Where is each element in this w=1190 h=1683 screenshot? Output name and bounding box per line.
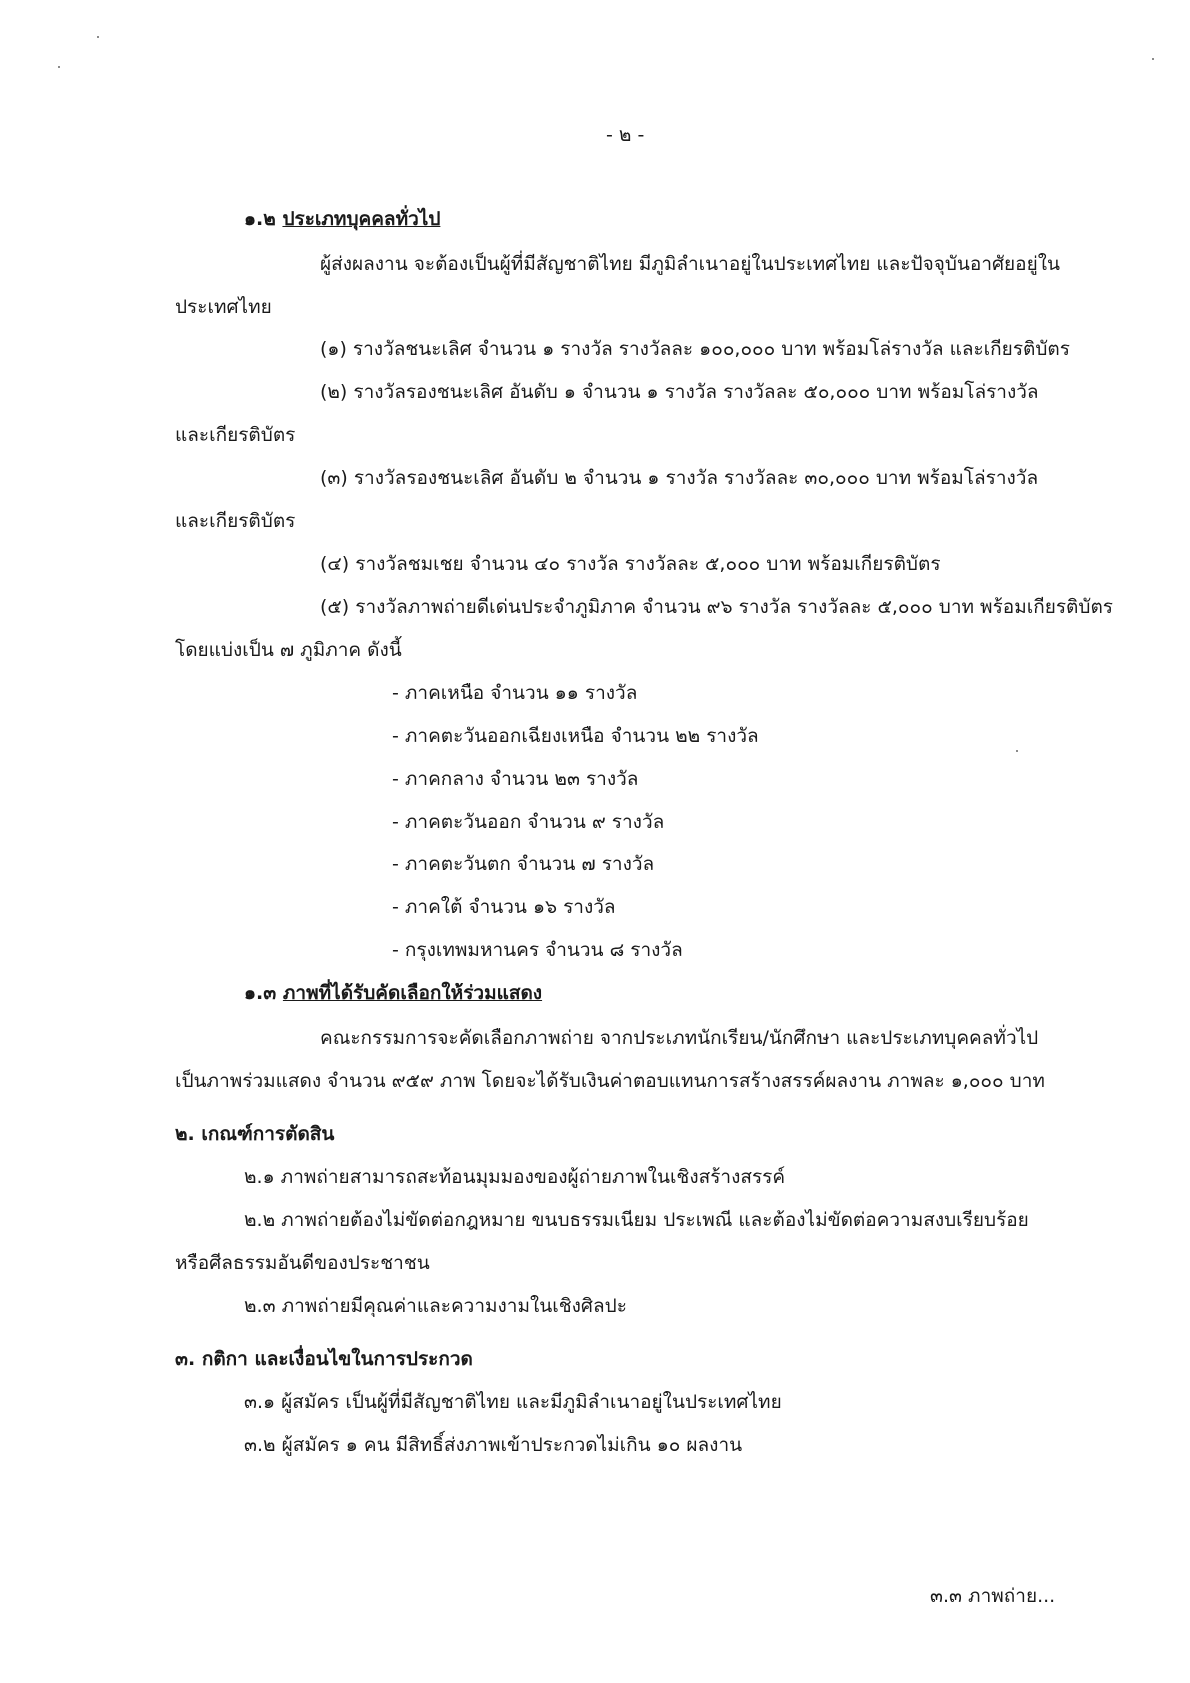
region-item: - ภาคกลาง จำนวน ๒๓ รางวัล (392, 768, 639, 790)
section-1-2-title: ประเภทบุคคลทั่วไป (282, 208, 441, 230)
prize-item-continued: โดยแบ่งเป็น ๗ ภูมิภาค ดังนี้ (175, 639, 402, 661)
region-item: - ภาคใต้ จำนวน ๑๖ รางวัล (392, 896, 616, 918)
section-1-3-title: ภาพที่ได้รับคัดเลือกให้ร่วมแสดง (282, 982, 543, 1004)
section-2-heading: ๒. เกณฑ์การตัดสิน (175, 1123, 335, 1145)
page-number: - ๒ - (606, 124, 645, 146)
region-item: - ภาคตะวันออก จำนวน ๙ รางวัล (392, 811, 665, 833)
criteria-item: ๒.๑ ภาพถ่ายสามารถสะท้อนมุมมองของผู้ถ่ายภาพในเชิงสร้างสรรค์ (244, 1166, 786, 1188)
scan-speck (58, 66, 60, 68)
prize-item: (๑) รางวัลชนะเลิศ จำนวน ๑ รางวัล รางวัลละ ๑๐๐,๐๐๐ บาท พร้อมโล่รางวัล และเกียรติบัตร (320, 338, 1070, 360)
paragraph-line: ประเทศไทย (175, 296, 272, 318)
scan-speck (1016, 750, 1018, 752)
section-1-3-heading (244, 981, 542, 1005)
prize-item: (๒) รางวัลรองชนะเลิศ อันดับ ๑ จำนวน ๑ รางวัล รางวัลละ ๕๐,๐๐๐ บาท พร้อมโล่รางวัล (320, 381, 1039, 403)
paragraph-line: เป็นภาพร่วมแสดง จำนวน ๙๕๙ ภาพ โดยจะได้รับเงินค่าตอบแทนการสร้างสรรค์ผลงาน ภาพละ ๑,๐๐๐ บาท (175, 1070, 1045, 1092)
criteria-item: ๒.๓ ภาพถ่ายมีคุณค่าและความงามในเชิงศิลปะ (244, 1295, 627, 1317)
criteria-item-continued: หรือศีลธรรมอันดีของประชาชน (175, 1252, 430, 1274)
prize-item: (๓) รางวัลรองชนะเลิศ อันดับ ๒ จำนวน ๑ รางวัล รางวัลละ ๓๐,๐๐๐ บาท พร้อมโล่รางวัล (320, 467, 1039, 489)
prize-item: (๔) รางวัลชมเชย จำนวน ๔๐ รางวัล รางวัลละ ๕,๐๐๐ บาท พร้อมเกียรติบัตร (320, 553, 941, 575)
paragraph-line: ผู้ส่งผลงาน จะต้องเป็นผู้ที่มีสัญชาติไทย มีภูมิลำเนาอยู่ในประเทศไทย และปัจจุบันอาศัยอยู่ใน (320, 253, 1060, 275)
section-1-2-heading (244, 207, 440, 231)
section-1-3-number: ๑.๓ (244, 982, 277, 1004)
section-3-heading: ๓. กติกา และเงื่อนไขในการประกวด (175, 1348, 473, 1370)
rule-item: ๓.๑ ผู้สมัคร เป็นผู้ที่มีสัญชาติไทย และมีภูมิลำเนาอยู่ในประเทศไทย (244, 1391, 782, 1413)
region-item: - ภาคเหนือ จำนวน ๑๑ รางวัล (392, 682, 638, 704)
section-1-2-number: ๑.๒ (244, 208, 276, 230)
scan-speck (1152, 58, 1154, 60)
paragraph-line: คณะกรรมการจะคัดเลือกภาพถ่าย จากประเภทนักเรียน/นักศึกษา และประเภทบุคคลทั่วไป (320, 1027, 1039, 1049)
region-item: - ภาคตะวันตก จำนวน ๗ รางวัล (392, 853, 655, 875)
prize-item-continued: และเกียรติบัตร (175, 424, 296, 446)
scan-speck (97, 36, 99, 38)
region-item: - กรุงเทพมหานคร จำนวน ๘ รางวัล (392, 939, 683, 961)
prize-item: (๕) รางวัลภาพถ่ายดีเด่นประจำภูมิภาค จำนวน ๙๖ รางวัล รางวัลละ ๕,๐๐๐ บาท พร้อมเกียรติบัตร (320, 596, 1113, 618)
region-item: - ภาคตะวันออกเฉียงเหนือ จำนวน ๒๒ รางวัล (392, 725, 759, 747)
continuation-text: ๓.๓ ภาพถ่าย... (930, 1585, 1056, 1607)
prize-item-continued: และเกียรติบัตร (175, 510, 296, 532)
rule-item: ๓.๒ ผู้สมัคร ๑ คน มีสิทธิ์ส่งภาพเข้าประกวดไม่เกิน ๑๐ ผลงาน (244, 1434, 743, 1456)
criteria-item: ๒.๒ ภาพถ่ายต้องไม่ขัดต่อกฎหมาย ขนบธรรมเนียม ประเพณี และต้องไม่ขัดต่อความสงบเรียบร้อย (244, 1209, 1029, 1231)
